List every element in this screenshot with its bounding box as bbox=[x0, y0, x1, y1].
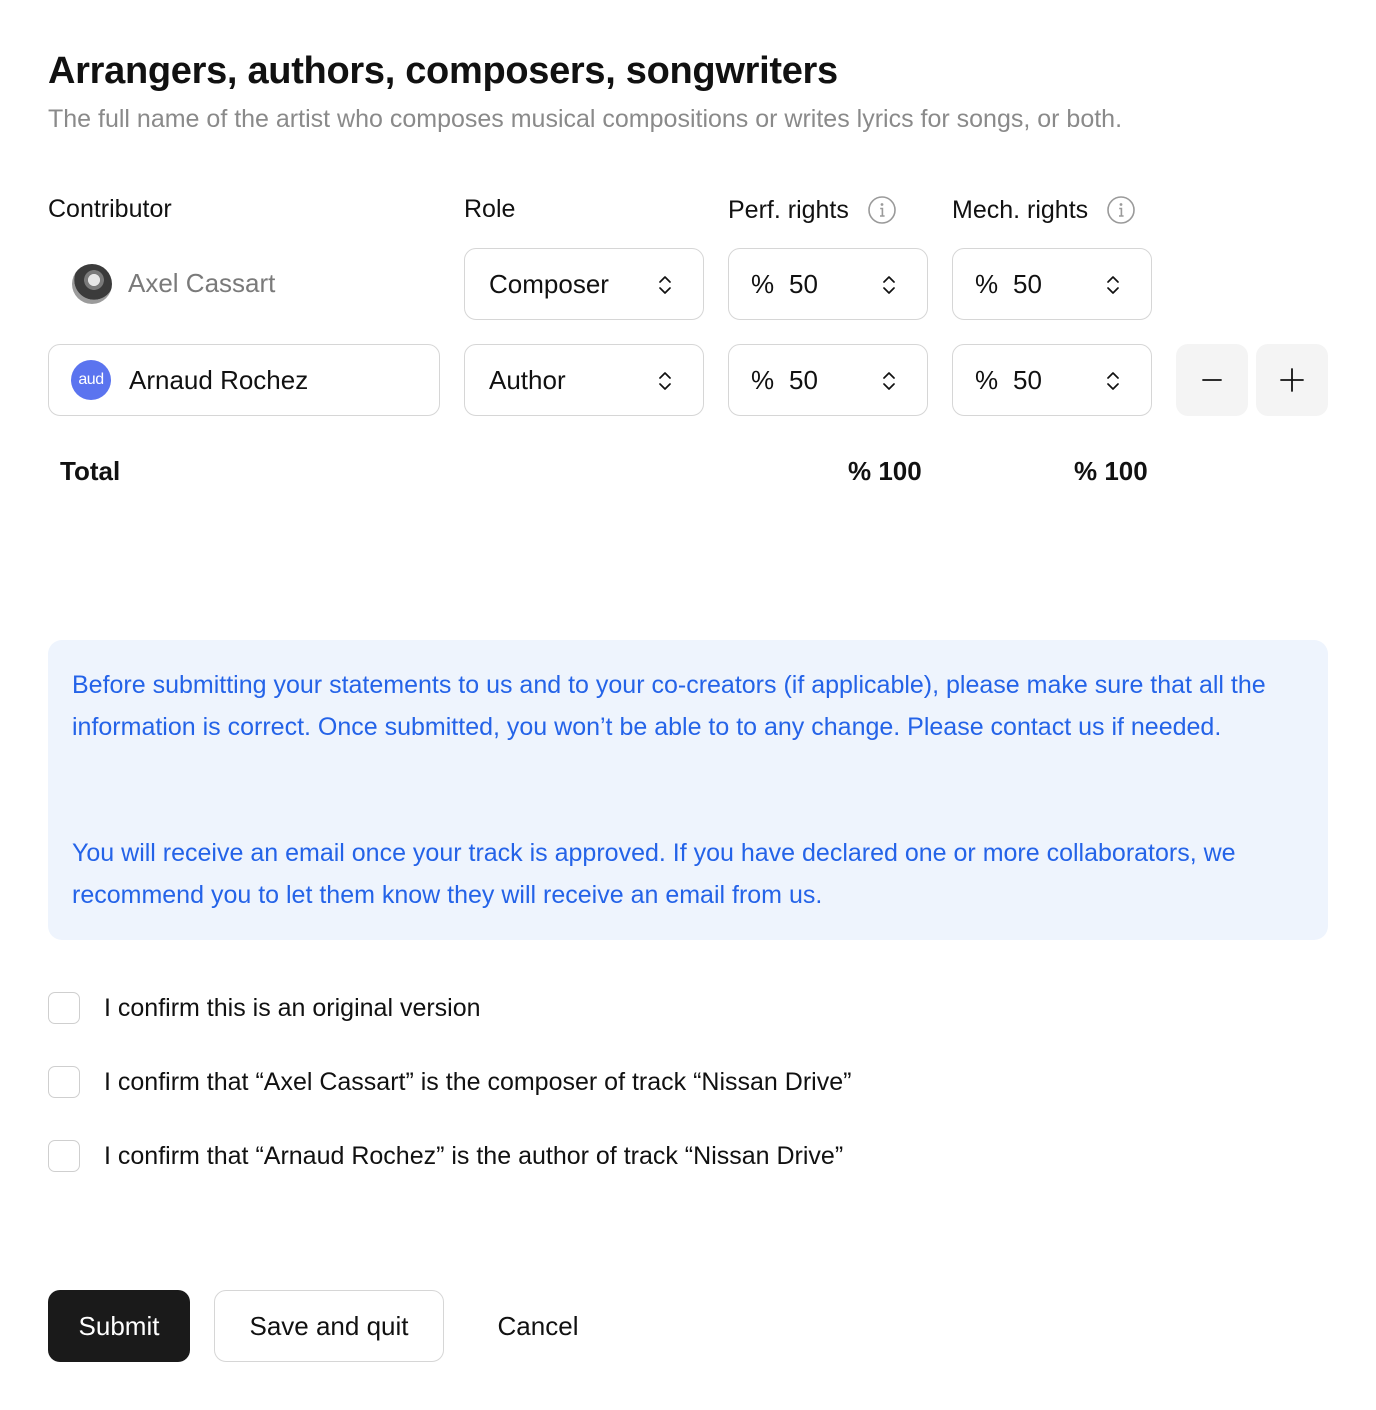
confirm-author-checkbox[interactable] bbox=[48, 1140, 80, 1172]
mech-rights-value: 50 bbox=[1013, 268, 1042, 299]
column-header-role-label: Role bbox=[464, 195, 516, 223]
notice-paragraph: Before submitting your statements to us and to your co-creators (if applicable), please make sure that all the information is correct. Once submitted, you won’t be able to to any change. Please contact us if needed. bbox=[72, 671, 1266, 741]
column-header-contributor-label: Contributor bbox=[48, 195, 172, 223]
avatar bbox=[72, 264, 112, 304]
chevron-up-down-icon[interactable] bbox=[1105, 369, 1121, 393]
percent-symbol: % bbox=[975, 364, 999, 395]
info-icon[interactable] bbox=[867, 195, 897, 225]
role-select[interactable] bbox=[464, 248, 704, 320]
mech-rights-value: 50 bbox=[1013, 364, 1042, 395]
total-label: Total bbox=[60, 456, 121, 486]
mech-rights-stepper[interactable] bbox=[952, 248, 1152, 320]
perf-rights-stepper[interactable] bbox=[728, 248, 928, 320]
submit-button[interactable]: Submit bbox=[48, 1290, 190, 1362]
chevron-up-down-icon[interactable] bbox=[881, 369, 897, 393]
confirm-original-checkbox[interactable] bbox=[48, 992, 80, 1024]
chevron-up-down-icon[interactable] bbox=[881, 273, 897, 297]
info-notice bbox=[48, 640, 1328, 940]
percent-symbol: % bbox=[751, 268, 775, 299]
mech-rights-total: % 100 bbox=[1074, 456, 1148, 486]
confirm-composer-label[interactable]: I confirm that “Axel Cassart” is the composer of track “Nissan Drive” bbox=[104, 1067, 852, 1096]
minus-icon bbox=[1201, 369, 1223, 391]
column-header-mech-rights-label: Mech. rights bbox=[952, 195, 1089, 224]
add-contributor-button[interactable] bbox=[1256, 344, 1328, 416]
role-select[interactable] bbox=[464, 344, 704, 416]
role-select-value: Author bbox=[489, 364, 566, 395]
confirm-original-label[interactable]: I confirm this is an original version bbox=[104, 993, 481, 1022]
confirm-composer-row[interactable] bbox=[48, 1066, 851, 1098]
perf-rights-stepper[interactable] bbox=[728, 344, 928, 416]
percent-symbol: % bbox=[751, 364, 775, 395]
perf-rights-total: % 100 bbox=[848, 456, 922, 486]
chevron-up-down-icon bbox=[657, 273, 673, 297]
column-header-role bbox=[464, 195, 515, 224]
avatar bbox=[71, 360, 111, 400]
confirm-author-row[interactable] bbox=[48, 1140, 843, 1172]
confirm-author-label[interactable]: I confirm that “Arnaud Rochez” is the author of track “Nissan Drive” bbox=[104, 1141, 844, 1170]
info-icon[interactable] bbox=[1106, 195, 1136, 225]
remove-contributor-button[interactable] bbox=[1176, 344, 1248, 416]
confirm-composer-checkbox[interactable] bbox=[48, 1066, 80, 1098]
plus-icon bbox=[1279, 367, 1305, 393]
role-select-value: Composer bbox=[489, 268, 609, 299]
cancel-button[interactable]: Cancel bbox=[497, 1310, 579, 1341]
perf-rights-value: 50 bbox=[789, 268, 818, 299]
mech-rights-stepper[interactable] bbox=[952, 344, 1152, 416]
percent-symbol: % bbox=[975, 268, 999, 299]
page-title: Arrangers, authors, composers, songwriters bbox=[48, 50, 838, 92]
column-header-contributor bbox=[48, 195, 172, 224]
contributor-input-value: Arnaud Rochez bbox=[129, 364, 309, 395]
notice-paragraph: You will receive an email once your track is approved. If you have declared one or more collaborators, we recommend you to let them know they will receive an email from us. bbox=[72, 839, 1236, 909]
contributor-input[interactable] bbox=[48, 344, 440, 416]
save-and-quit-button[interactable]: Save and quit bbox=[214, 1290, 444, 1362]
contributor-name: Axel Cassart bbox=[128, 268, 276, 298]
column-header-perf-rights-label: Perf. rights bbox=[728, 195, 849, 224]
avatar-initials: aud bbox=[78, 371, 104, 388]
column-header-perf-rights bbox=[728, 195, 897, 225]
column-header-mech-rights bbox=[952, 195, 1136, 225]
chevron-up-down-icon[interactable] bbox=[1105, 273, 1121, 297]
perf-rights-value: 50 bbox=[789, 364, 818, 395]
page-subtitle: The full name of the artist who composes musical compositions or writes lyrics for songs, or both. bbox=[48, 105, 1123, 133]
confirm-original-row[interactable] bbox=[48, 992, 481, 1024]
chevron-up-down-icon bbox=[657, 369, 673, 393]
